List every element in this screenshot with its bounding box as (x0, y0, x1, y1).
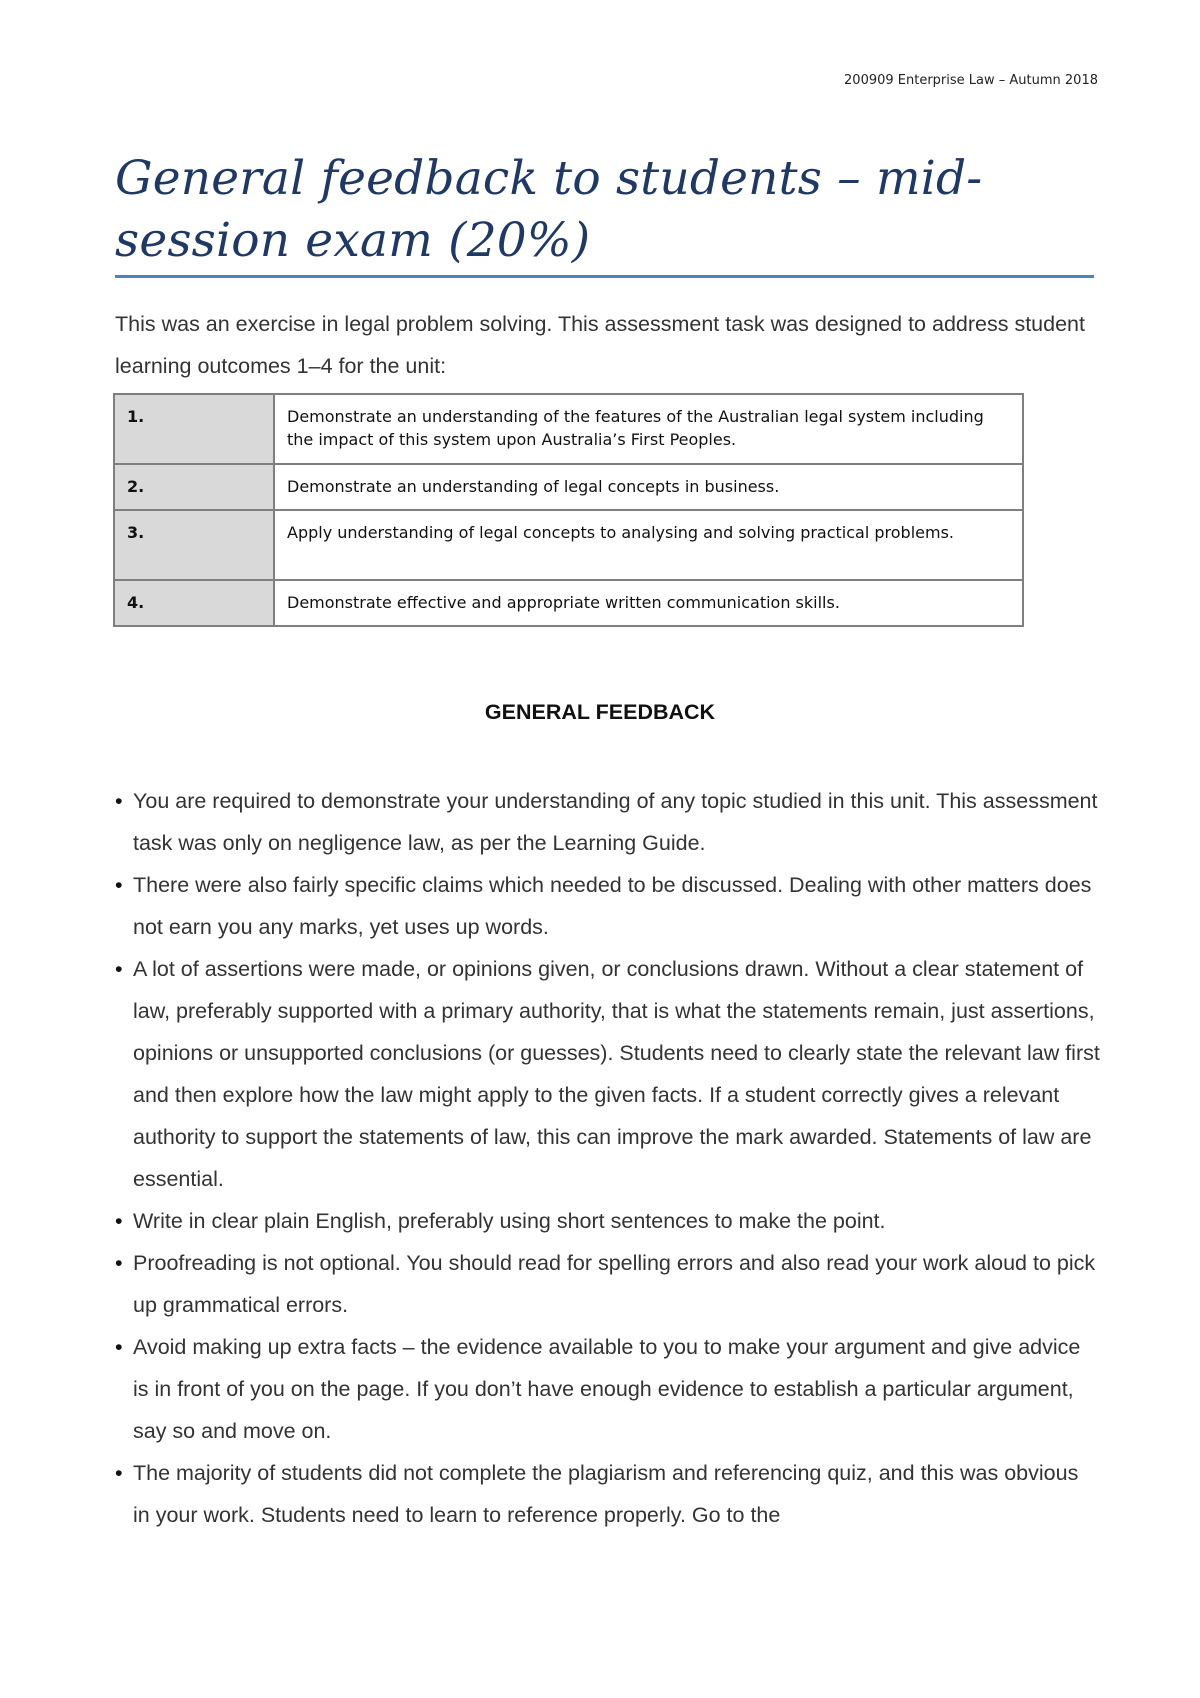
outcome-text: Demonstrate an understanding of legal concepts in business. (274, 464, 1023, 510)
outcome-number: 4. (114, 580, 274, 626)
outcome-number: 3. (114, 510, 274, 580)
outcome-number: 2. (114, 464, 274, 510)
bullet-icon: • (115, 1335, 123, 1359)
bullet-icon: • (115, 789, 123, 813)
feedback-item (115, 780, 1100, 864)
bullet-icon: • (115, 1209, 123, 1233)
bullet-icon: • (115, 1251, 123, 1275)
intro-paragraph: This was an exercise in legal problem solving. This assessment task was designed to address student learning outcomes 1–4 for the unit: (115, 312, 1085, 378)
feedback-item (115, 1452, 1100, 1536)
outcome-row (114, 580, 1023, 626)
bullet-icon: • (115, 957, 123, 981)
feedback-text: You are required to demonstrate your understanding of any topic studied in this unit. This assessment task was only on negligence law, as per the Learning Guide. (133, 789, 1098, 855)
outcome-text: Apply understanding of legal concepts to analysing and solving practical problems. (274, 510, 1023, 580)
outcome-number: 1. (114, 394, 274, 464)
feedback-text: The majority of students did not complete the plagiarism and referencing quiz, and this was obvious in your work. Students need to learn to reference properly. Go to the (133, 1461, 1079, 1527)
feedback-text: There were also fairly specific claims which needed to be discussed. Dealing with other matters does not earn you any marks, yet uses up words. (133, 873, 1092, 939)
feedback-text: Proofreading is not optional. You should read for spelling errors and also read your work aloud to pick up grammatical errors. (133, 1251, 1096, 1317)
outcome-row (114, 464, 1023, 510)
title-underline (115, 275, 1094, 278)
bullet-icon: • (115, 873, 123, 897)
feedback-item (115, 1200, 1100, 1242)
section-heading: GENERAL FEEDBACK (484, 700, 716, 724)
feedback-item (115, 948, 1100, 1200)
feedback-item (115, 1326, 1100, 1452)
feedback-item (115, 1242, 1100, 1326)
outcome-row (114, 394, 1023, 464)
outcome-text: Demonstrate an understanding of the features of the Australian legal system including the impact of this system upon Australia’s First Peoples. (274, 394, 1023, 464)
feedback-text: Avoid making up extra facts – the evidence available to you to make your argument and give advice is in front of you on the page. If you don’t have enough evidence to establish a particular argument, say so and move on. (133, 1335, 1081, 1443)
learning-outcomes-table (113, 393, 1024, 627)
feedback-text: Write in clear plain English, preferably using short sentences to make the point. (133, 1209, 886, 1233)
feedback-item (115, 864, 1100, 948)
feedback-text: A lot of assertions were made, or opinions given, or conclusions drawn. Without a clear statement of law, preferably supported with a primary authority, that is what the statements remain, just assertions, opinions or unsupported conclusions (or guesses). Students need to clearly state the relevant law first and then explore how the law might apply to the given facts. If a student correctly gives a relevant authority to support the statements of law, this can improve the mark awarded. Statements of law are essential. (133, 957, 1100, 1191)
outcome-row (114, 510, 1023, 580)
running-header: 200909 Enterprise Law – Autumn 2018 (844, 73, 1098, 88)
outcome-text: Demonstrate effective and appropriate written communication skills. (274, 580, 1023, 626)
page-title: General feedback to students – mid-session exam (20%) (115, 151, 983, 268)
feedback-list (115, 780, 1100, 1536)
bullet-icon: • (115, 1461, 123, 1485)
